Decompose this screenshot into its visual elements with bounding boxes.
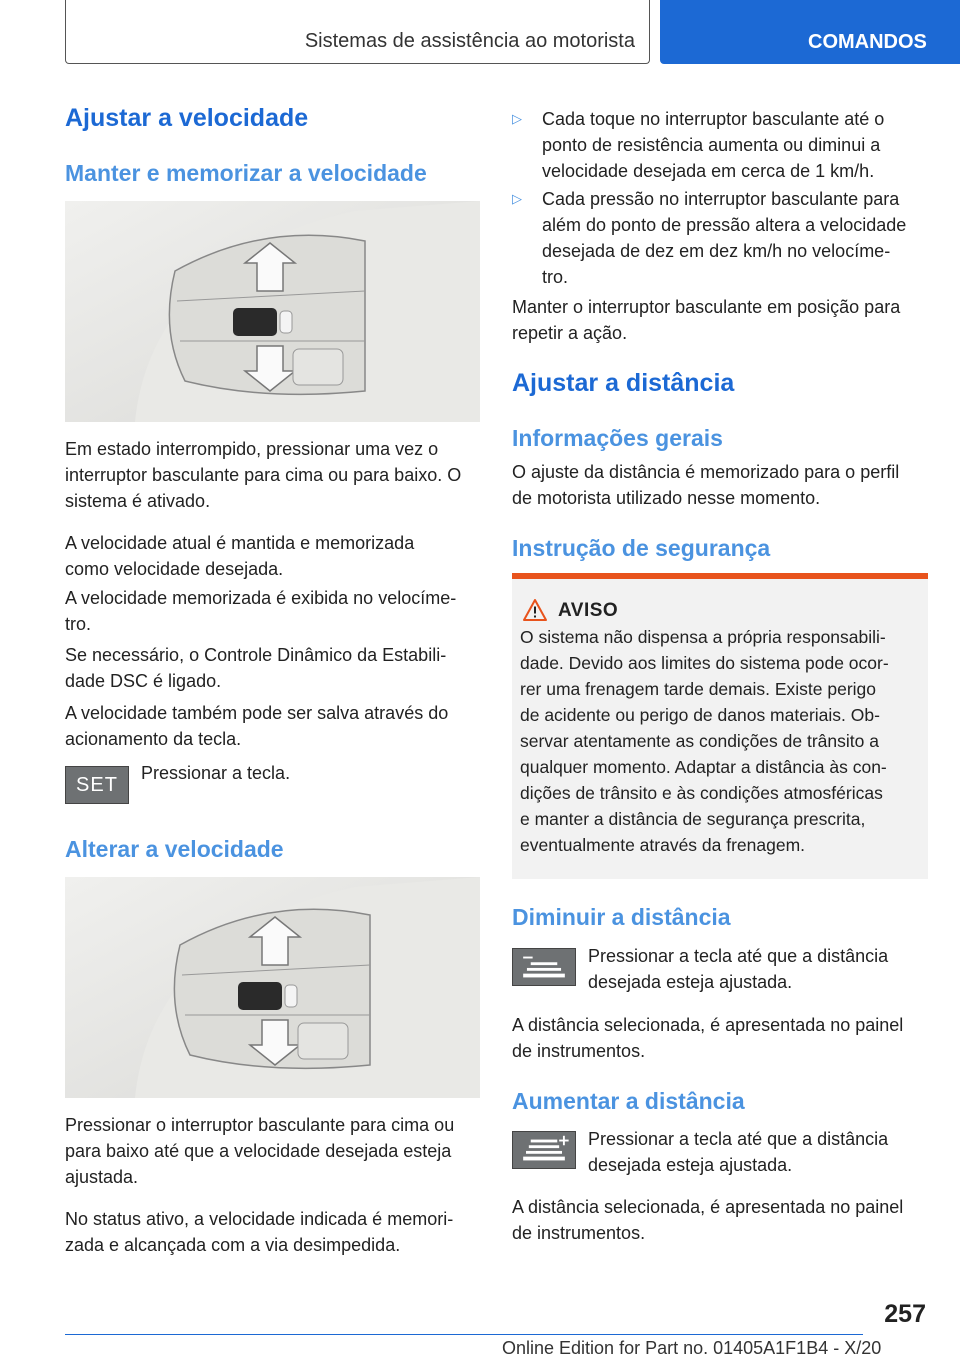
bullet-arrow-icon: ▷ [512,111,522,126]
paragraph-distance-memorized: O ajuste da distância é memorizado para o perfil de motorista utilizado nesse momento. [512,462,900,508]
footer-edition-text: Online Edition for Part no. 01405A1F1B4 - X/20 [502,1338,882,1358]
paragraph-dsc: Se necessário, o Controle Dinâmico da Estabili- dade DSC é ligado. [65,645,447,691]
paragraph-speedometer: A velocidade memorizada é exibida no velocíme- tro. [65,588,457,634]
subheading-general-info: Informações gerais [512,425,723,451]
bullet-press: ▷ Cada pressão no interruptor basculante para além do ponto de pressão altera a velocidade desejada de dez em dez km/h no velocíme- tro. [512,186,932,290]
steering-wheel-switch-photo-1 [65,201,480,422]
paragraph-press-rocker: Pressionar o interruptor basculante para cima ou para baixo até que a velocidade desejada esteja ajustada. [65,1115,455,1187]
distance-increase-icon [512,1131,576,1169]
bullet-touch: ▷ Cada toque no interruptor basculante até o ponto de resistência aumenta ou diminui a velocidade desejada em cerca de 1 km/h. [512,106,932,184]
paragraph-decrease-shown: A distância selecionada, é apresentada no painel de instrumentos. [512,1015,904,1061]
header-tab-label: COMANDOS [808,31,927,53]
warning-triangle-icon [522,598,548,622]
subheading-increase-distance: Aumentar a distância [512,1088,745,1114]
distance-decrease-icon [512,948,576,986]
footer-divider [65,1334,863,1335]
warning-text: O sistema não dispensa a própria responsabili- dade. Devido aos limites do sistema pode ocor- rer uma frenagem tarde demais. Existe perigo de acidente ou perigo de danos materiais. Ob- servar atentamente as condições de trânsito a qualquer momento. Adaptar a distância às con- dições de trânsito e às condições atmosféricas e manter a distância de segurança prescrita, eventualmente através da frenagem. [520,627,889,855]
paragraph-save-speed: A velocidade também pode ser salva através do acionamento da tecla. [65,703,449,749]
subheading-decrease-distance: Diminuir a distância [512,904,731,930]
steering-wheel-illustration-2 [65,877,480,1098]
warning-title: AVISO [558,600,619,621]
paragraph-current-speed: A velocidade atual é mantida e memorizada como velocidade desejada. [65,533,415,579]
set-button-icon: SET [65,766,129,804]
header-section-box [65,0,650,64]
header-tab-comandos[interactable] [660,0,960,64]
paragraph-increase-shown: A distância selecionada, é apresentada no painel de instrumentos. [512,1197,904,1243]
paragraph-activation: Em estado interrompido, pressionar uma vez o interruptor basculante para cima ou para baixo. O sistema é ativado. [65,439,462,511]
decrease-instruction: Pressionar a tecla até que a distância desejada esteja ajustada. [588,946,889,992]
steering-wheel-illustration-1 [65,201,480,422]
set-instruction: Pressionar a tecla. [141,763,291,783]
bullet-arrow-icon: ▷ [512,191,522,206]
paragraph-active-status: No status ativo, a velocidade indicada é memori- zada e alcançada com a via desimpedida. [65,1209,454,1255]
subheading-safety: Instrução de segurança [512,535,771,561]
subheading-keep-speed: Manter e memorizar a velocidade [65,160,427,186]
header-section-title: Sistemas de assistência ao motorista [304,30,635,52]
steering-wheel-switch-photo-2 [65,877,480,1098]
paragraph-hold-switch: Manter o interruptor basculante em posição para repetir a ação. [512,297,901,343]
heading-adjust-distance: Ajustar a distância [512,369,735,397]
page-number: 257 [884,1300,926,1328]
increase-instruction: Pressionar a tecla até que a distância desejada esteja ajustada. [588,1129,889,1175]
heading-adjust-speed: Ajustar a velocidade [65,104,309,132]
subheading-change-speed: Alterar a velocidade [65,836,284,862]
